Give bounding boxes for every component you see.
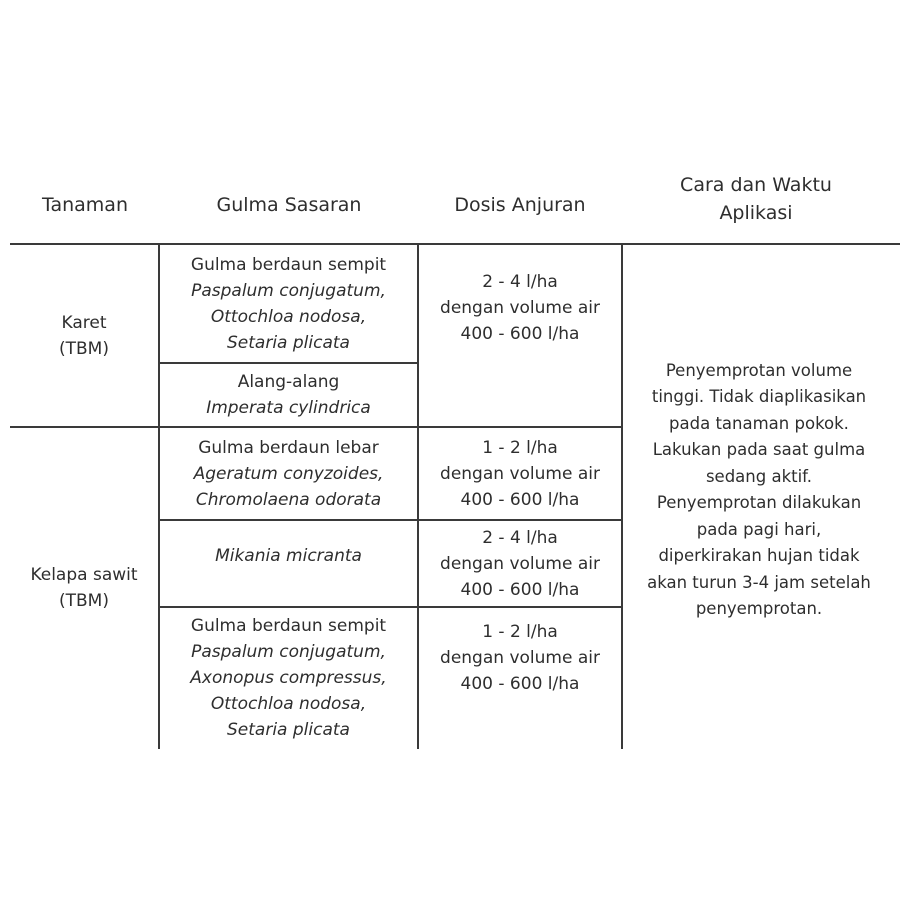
application-cell: [624, 245, 894, 735]
header-cara-label-2: Aplikasi: [719, 202, 793, 224]
weed-species: Ageratum conyzoides,: [193, 463, 384, 484]
dose-rate: 2 - 4 l/ha: [482, 271, 558, 292]
application-text: pada pagi hari,: [696, 519, 822, 539]
weed-species: Ottochloa nodosa,: [210, 306, 367, 327]
dose-volume: 400 - 600 l/ha: [460, 579, 580, 600]
weed-species: Mikania micranta: [215, 546, 362, 566]
dose-volume: 400 - 600 l/ha: [460, 323, 580, 344]
weed-species: Paspalum conjugatum,: [191, 642, 386, 662]
header-dosis-label: Dosis Anjuran: [454, 194, 586, 216]
application-text: akan turun 3-4 jam setelah: [647, 572, 871, 592]
dose-cell-karet: [419, 245, 621, 362]
dose-cell-sawit-1: [419, 428, 621, 519]
weed-species: Axonopus compressus,: [190, 668, 387, 688]
header-tanaman: [10, 180, 160, 230]
application-text: sedang aktif.: [705, 466, 813, 486]
header-tanaman-label: Tanaman: [42, 194, 128, 216]
dose-volume-label: dengan volume air: [440, 463, 600, 484]
application-text: pada tanaman pokok.: [669, 413, 849, 433]
weed-species: Setaria plicata: [227, 720, 350, 740]
application-text: diperkirakan hujan tidak: [658, 546, 860, 565]
weed-cell-sawit-2: [160, 521, 417, 591]
dose-rate: 1 - 2 l/ha: [482, 622, 558, 642]
weed-species: Imperata cylindrica: [206, 398, 371, 418]
weed-group-label: Gulma berdaun sempit: [190, 616, 387, 636]
crop-stage: (TBM): [59, 338, 109, 359]
weed-cell-karet-2: [160, 364, 417, 426]
header-gulma-label: Gulma Sasaran: [216, 194, 362, 216]
weed-species: Chromolaena odorata: [195, 489, 382, 510]
weed-cell-sawit-3: [160, 608, 417, 748]
weed-species: Paspalum conjugatum,: [191, 280, 386, 301]
application-text: tinggi. Tidak diaplikasikan: [651, 387, 867, 406]
dose-cell-sawit-2: [419, 521, 621, 606]
application-text: Penyemprotan volume: [665, 360, 853, 380]
application-text: penyemprotan.: [695, 599, 823, 618]
column-divider-3: [621, 244, 623, 749]
weed-group-label: Alang-alang: [237, 372, 340, 392]
header-cara-waktu: [622, 168, 890, 230]
weed-cell-karet-1: [160, 245, 417, 362]
crop-cell-karet: [10, 245, 158, 426]
crop-name: Karet: [61, 312, 107, 333]
dose-rate: 1 - 2 l/ha: [482, 437, 558, 458]
weed-species: Ottochloa nodosa,: [210, 694, 367, 714]
dose-volume-label: dengan volume air: [440, 297, 600, 318]
weed-group-label: Gulma berdaun sempit: [190, 254, 387, 275]
dose-volume: 400 - 600 l/ha: [460, 489, 580, 510]
dose-volume: 400 - 600 l/ha: [460, 674, 580, 694]
header-dosis-anjuran: [418, 180, 622, 230]
crop-cell-kelapa-sawit: [10, 428, 158, 748]
crop-stage: (TBM): [59, 591, 109, 611]
dose-rate: 2 - 4 l/ha: [482, 527, 558, 548]
crop-name: Kelapa sawit: [30, 565, 138, 585]
application-text: Penyemprotan dilakukan: [656, 493, 862, 512]
weed-cell-sawit-1: [160, 428, 417, 519]
header-cara-label-1: Cara dan Waktu: [680, 174, 832, 196]
application-text: Lakukan pada saat gulma: [652, 440, 866, 459]
dose-volume-label: dengan volume air: [440, 553, 600, 574]
weed-group-label: Gulma berdaun lebar: [198, 437, 379, 458]
dose-cell-sawit-3: [419, 608, 621, 738]
weed-species: Setaria plicata: [227, 332, 350, 353]
dose-volume-label: dengan volume air: [440, 648, 600, 668]
header-gulma-sasaran: [160, 180, 418, 230]
